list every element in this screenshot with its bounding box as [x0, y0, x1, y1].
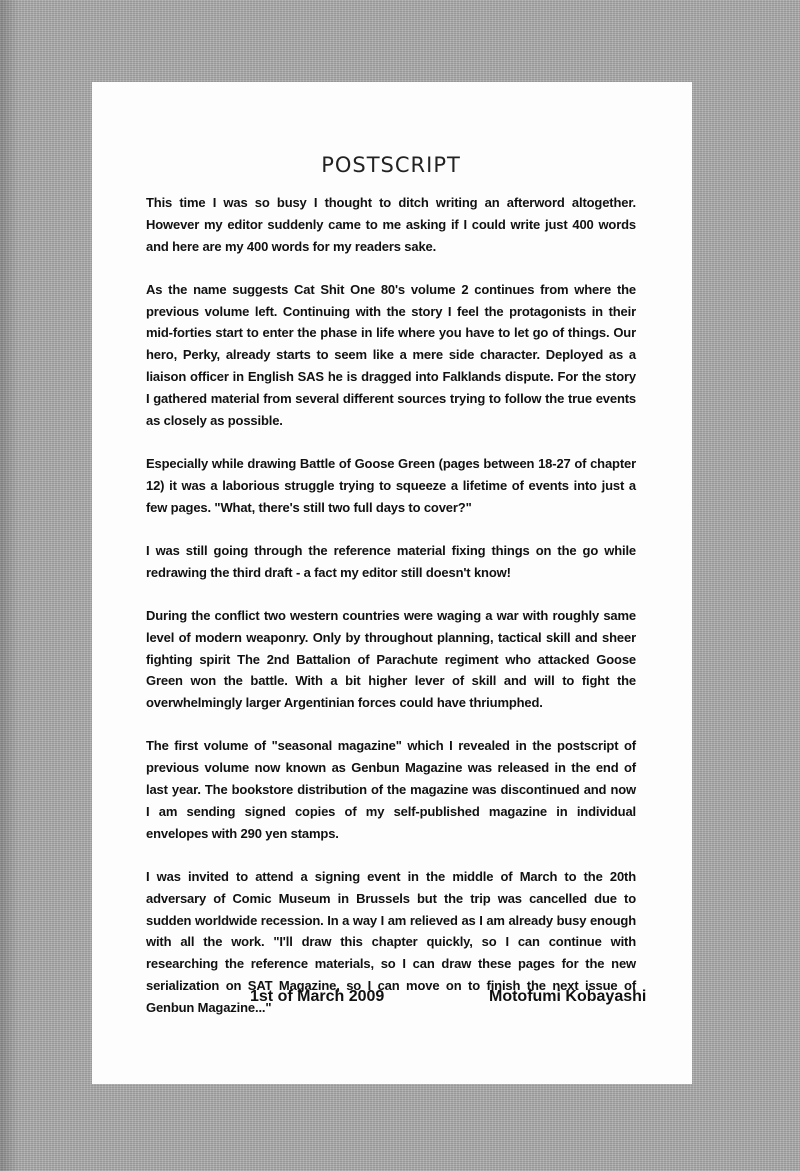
- signature-date: 1st of March 2009: [250, 988, 385, 1005]
- page-title: POSTSCRIPT: [321, 153, 461, 177]
- paragraph: As the name suggests Cat Shit One 80's volume 2 continues from where the previous volume left. Continuing with the story I feel the protagonists in their mid-forties start to enter the phase in life where you have to let go of things. Our hero, Perky, already starts to seem like a mere side character. Deployed as a liaison officer in English SAS he is dragged into Falklands dispute. For the story I gathered material from several different sources trying to follow the true events as closely as possible.: [146, 281, 636, 428]
- paragraph: I was invited to attend a signing event in the middle of March to the 20th adversary of Comic Museum in Brussels but the trip was cancelled due to sudden worldwide recession. In a way I am relieved as I am already busy enough with all the work. "I'll draw this chapter quickly, so I can continue with researching the reference materials, so I can draw these pages for the new serialization on SAT Magazine, so I can move on to finish the next issue of Genbun Magazine...": [146, 868, 636, 1015]
- postscript-body: [146, 192, 636, 1019]
- paragraph: The first volume of "seasonal magazine" which I revealed in the postscript of previous volume now known as Genbun Magazine was released in the end of last year. The bookstore distribution of the magazine was discontinued and now I am sending signed copies of my self-published magazine in individual envelopes with 290 yen stamps.: [146, 738, 636, 841]
- paragraph: This time I was so busy I thought to ditch writing an afterword altogether. However my editor suddenly came to me asking if I could write just 400 words and here are my 400 words for my readers sake.: [146, 195, 636, 254]
- paragraph: Especially while drawing Battle of Goose Green (pages between 18-27 of chapter 12) it was a laborious struggle trying to squeeze a lifetime of events into just a few pages. "What, there's still two full days to cover?": [146, 455, 636, 515]
- signature-author: Motofumi Kobayashi: [489, 988, 647, 1005]
- paragraph: During the conflict two western countries were waging a war with roughly same level of modern weaponry. Only by throughout planning, tactical skill and sheer fighting spirit The 2nd Battalion of Parachute regiment who attacked Goose Green won the battle. With a bit higher lever of skill and will to fight the overwhelmingly larger Argentinian forces could have thriumphed.: [146, 607, 636, 711]
- page-edge-shadow: [0, 0, 18, 1171]
- paragraph: I was still going through the reference material fixing things on the go while redrawing the third draft - a fact my editor still doesn't know!: [146, 542, 636, 580]
- postscript-panel: [92, 82, 692, 1084]
